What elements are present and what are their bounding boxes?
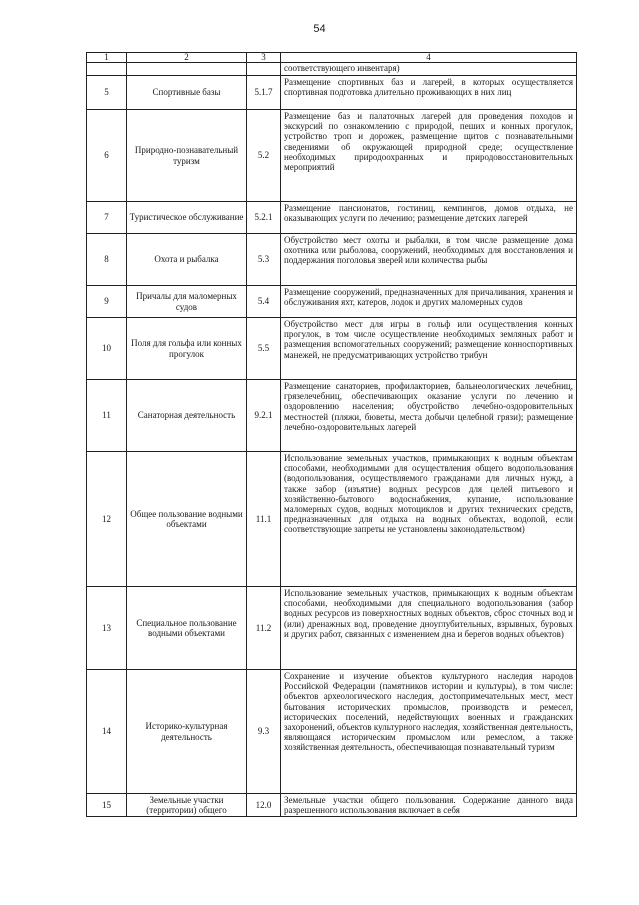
table-row — [87, 452, 577, 587]
land-use-description: Размещение сооружений, предназначенных для причаливания, хранения и обслуживания яхт, катеров, лодок и других маломерных судов — [281, 286, 577, 318]
land-use-code: 5.3 — [247, 234, 281, 286]
continuation-row — [87, 63, 577, 76]
table-row — [87, 587, 577, 670]
land-use-code: 9.3 — [247, 670, 281, 794]
land-use-description: Размещение спортивных баз и лагерей, в которых осуществляется спортивная подготовка длительно проживающих в них лиц — [281, 76, 577, 110]
header-col-4: 4 — [281, 53, 577, 63]
land-use-name: Земельные участки (территории) общего — [127, 794, 247, 817]
row-number: 8 — [87, 234, 127, 286]
land-use-code: 9.2.1 — [247, 380, 281, 452]
land-use-description: Размещение пансионатов, гостиниц, кемпингов, домов отдыха, не оказывающих услуги по лечению; размещение детских лагерей — [281, 202, 577, 234]
row-number: 7 — [87, 202, 127, 234]
row-number: 15 — [87, 794, 127, 817]
row-number: 9 — [87, 286, 127, 318]
table-row — [87, 202, 577, 234]
header-col-2: 2 — [127, 53, 247, 63]
page-number: 54 — [313, 23, 326, 35]
land-use-name: Охота и рыбалка — [127, 234, 247, 286]
land-use-name: Спортивные базы — [127, 76, 247, 110]
land-use-code: 5.4 — [247, 286, 281, 318]
row-number: 10 — [87, 318, 127, 380]
land-use-name: Поля для гольфа или конных прогулок — [127, 318, 247, 380]
table-row — [87, 286, 577, 318]
land-use-code: 12.0 — [247, 794, 281, 817]
land-use-description: Обустройство мест для игры в гольф или осуществления конных прогулок, в том числе осуществление необходимых земляных работ и размещения вспомогательных сооружений; размещение конноспортивных манежей, не предусматривающих устройство трибун — [281, 318, 577, 380]
header-row — [87, 53, 577, 63]
table-row — [87, 76, 577, 110]
land-use-code: 5.2.1 — [247, 202, 281, 234]
land-use-code: 5.2 — [247, 110, 281, 202]
land-use-code: 11.2 — [247, 587, 281, 670]
land-use-code: 5.1.7 — [247, 76, 281, 110]
land-use-table — [86, 52, 577, 817]
land-use-name: Санаторная деятельность — [127, 380, 247, 452]
land-use-code: 5.5 — [247, 318, 281, 380]
land-use-code: 11.1 — [247, 452, 281, 587]
land-use-description: Размещение баз и палаточных лагерей для проведения походов и экскурсий по ознакомлению с природой, пеших и конных прогулок, устройство троп и дорожек, размещение щитов с познавательными сведениями об окружающей природной среде; осуществление необходимых природоохранных и природовосстановительных мероприятий — [281, 110, 577, 202]
land-use-name: Туристическое обслуживание — [127, 202, 247, 234]
row-number: 5 — [87, 76, 127, 110]
row-number: 12 — [87, 452, 127, 587]
header-col-1: 1 — [87, 53, 127, 63]
table-row — [87, 318, 577, 380]
land-use-description: Земельные участки общего пользования. Содержание данного вида разрешенного использования включает в себя — [281, 794, 577, 817]
land-use-name: Причалы для маломерных судов — [127, 286, 247, 318]
continuation-text: соответствующего инвентаря) — [281, 63, 577, 76]
land-use-name: Специальное пользование водными объектами — [127, 587, 247, 670]
land-use-description: Сохранение и изучение объектов культурного наследия народов Российской Федерации (памятников истории и культуры), в том числе: объектов археологического наследия, достопримечательных мест, мест бытования исторических промыслов, производств и ремесел, исторических поселений, недействующих военных и гражданских захоронений, объектов культурного наследия, хозяйственная деятельность, являющаяся историческим промыслом или ремеслом, а также хозяйственная деятельность, обеспечивающая познавательный туризм — [281, 670, 577, 794]
land-use-description: Использование земельных участков, примыкающих к водным объектам способами, необходимыми для осуществления общего водопользования (водопользования, осуществляемого гражданами для личных нужд, а также забор (изъятие) водных ресурсов для целей питьевого и хозяйственно-бытового водоснабжения, купание, использование маломерных судов, водных мотоциклов и других технических средств, предназначенных для отдыха на водных объектах, водопой, если соответствующие запреты не установлены законодательством) — [281, 452, 577, 587]
row-number: 6 — [87, 110, 127, 202]
table-row — [87, 380, 577, 452]
land-use-description: Обустройство мест охоты и рыбалки, в том числе размещение дома охотника или рыболова, сооружений, необходимых для восстановления и поддержания поголовья зверей или количества рыбы — [281, 234, 577, 286]
land-use-description: Размещение санаториев, профилакториев, бальнеологических лечебниц, грязелечебниц, обеспечивающих оказание услуги по лечению и оздоровлению населения; обустройство лечебно-оздоровительных местностей (пляжи, бюветы, места добычи целебной грязи); размещение лечебно-оздоровительных лагерей — [281, 380, 577, 452]
table-row — [87, 670, 577, 794]
land-use-description: Использование земельных участков, примыкающих к водным объектам способами, необходимыми для специального водопользования (забор водных ресурсов из поверхностных водных объектов, сброс сточных вод и (или) дренажных вод, проведение дноуглубительных, взрывных, буровых и других работ, связанных с изменением дна и берегов водных объектов) — [281, 587, 577, 670]
row-number: 14 — [87, 670, 127, 794]
table-row — [87, 234, 577, 286]
row-number: 13 — [87, 587, 127, 670]
land-use-name: Природно-познавательный туризм — [127, 110, 247, 202]
table-row — [87, 110, 577, 202]
header-col-3: 3 — [247, 53, 281, 63]
table-row — [87, 794, 577, 817]
land-use-name: Общее пользование водными объектами — [127, 452, 247, 587]
row-number: 11 — [87, 380, 127, 452]
land-use-name: Историко-культурная деятельность — [127, 670, 247, 794]
